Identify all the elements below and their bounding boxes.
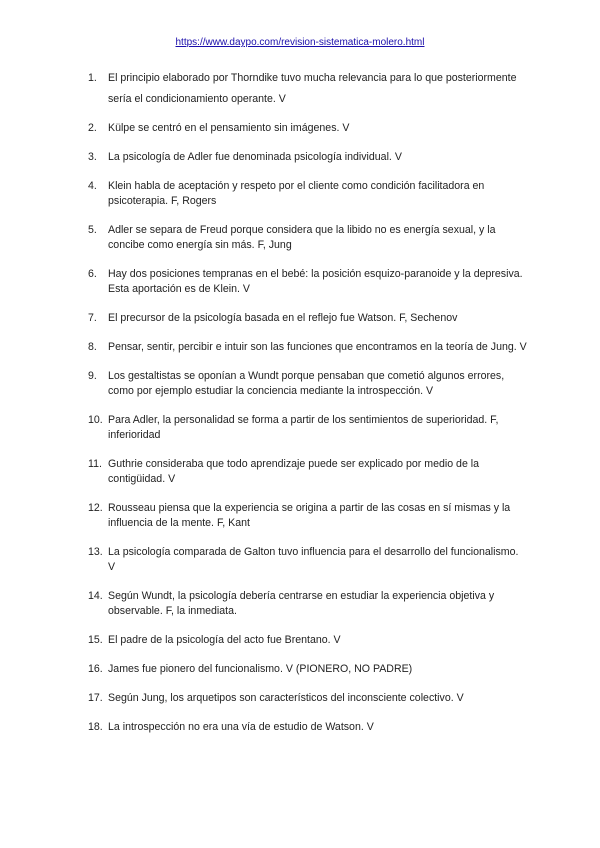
question-item xyxy=(88,545,528,575)
question-number: 13. xyxy=(88,546,103,558)
question-number: 4. xyxy=(88,180,97,192)
question-number: 1. xyxy=(88,72,97,84)
question-item xyxy=(88,150,528,165)
question-number: 5. xyxy=(88,224,97,236)
question-item xyxy=(88,501,528,531)
question-number: 16. xyxy=(88,663,103,675)
question-item xyxy=(88,369,528,399)
source-url-link[interactable]: https://www.daypo.com/revision-sistematica-molero.html xyxy=(175,37,425,48)
question-item xyxy=(88,589,528,619)
question-number: 14. xyxy=(88,590,103,602)
question-text: La introspección no era una vía de estudio de Watson. V xyxy=(108,721,374,733)
question-item xyxy=(88,179,528,209)
question-text: La psicología comparada de Galton tuvo influencia para el desarrollo del funcionalismo. V xyxy=(108,546,519,573)
question-item xyxy=(88,662,528,677)
question-text: El precursor de la psicología basada en el reflejo fue Watson. F, Sechenov xyxy=(108,312,458,324)
question-number: 7. xyxy=(88,312,97,324)
question-number: 15. xyxy=(88,634,103,646)
question-number: 6. xyxy=(88,268,97,280)
question-text: Klein habla de aceptación y respeto por el cliente como condición facilitadora en psicoterapia. F, Rogers xyxy=(108,180,485,207)
question-item xyxy=(88,633,528,648)
question-text: James fue pionero del funcionalismo. V (PIONERO, NO PADRE) xyxy=(108,663,413,675)
question-item xyxy=(88,267,528,297)
question-text: Los gestaltistas se oponían a Wundt porque pensaban que cometió algunos errores, como por ejemplo estudiar la conciencia mediante la introspección. V xyxy=(108,370,505,397)
question-item xyxy=(88,413,528,443)
question-number: 11. xyxy=(88,458,102,470)
question-item xyxy=(88,68,528,110)
question-item xyxy=(88,223,528,253)
question-item xyxy=(88,457,528,487)
question-item xyxy=(88,720,528,735)
question-item xyxy=(88,121,528,136)
question-text: Para Adler, la personalidad se forma a partir de los sentimientos de superioridad. F, inferioridad xyxy=(108,414,499,441)
question-number: 3. xyxy=(88,151,97,163)
question-text: Pensar, sentir, percibir e intuir son las funciones que encontramos en la teoría de Jung. V xyxy=(108,341,527,353)
question-text: El principio elaborado por Thorndike tuvo mucha relevancia para lo que posteriormente sería el condicionamiento operante. V xyxy=(108,72,517,105)
question-text: La psicología de Adler fue denominada psicología individual. V xyxy=(108,151,402,163)
question-text: Hay dos posiciones tempranas en el bebé: la posición esquizo-paranoide y la depresiva. Esta aportación es de Klein. V xyxy=(108,268,523,295)
question-text: Según Jung, los arquetipos son característicos del inconsciente colectivo. V xyxy=(108,692,464,704)
question-list xyxy=(88,71,528,749)
question-number: 10. xyxy=(88,414,103,426)
question-text: Según Wundt, la psicología debería centrarse en estudiar la experiencia objetiva y observable. F, la inmediata. xyxy=(108,590,495,617)
question-number: 9. xyxy=(88,370,97,382)
question-text: Guthrie consideraba que todo aprendizaje puede ser explicado por medio de la contigüidad. V xyxy=(108,458,480,485)
question-item xyxy=(88,340,528,355)
question-number: 12. xyxy=(88,502,103,514)
question-number: 18. xyxy=(88,721,103,733)
question-item xyxy=(88,311,528,326)
question-text: Külpe se centró en el pensamiento sin imágenes. V xyxy=(108,122,350,134)
question-text: Rousseau piensa que la experiencia se origina a partir de las cosas en sí mismas y la influencia de la mente. F, Kant xyxy=(108,502,511,529)
question-number: 17. xyxy=(88,692,103,704)
question-item xyxy=(88,691,528,706)
question-text: Adler se separa de Freud porque considera que la libido no es energía sexual, y la concibe como energía sin más. F, Jung xyxy=(108,224,496,251)
question-number: 2. xyxy=(88,122,97,134)
question-number: 8. xyxy=(88,341,97,353)
question-text: El padre de la psicología del acto fue Brentano. V xyxy=(108,634,341,646)
